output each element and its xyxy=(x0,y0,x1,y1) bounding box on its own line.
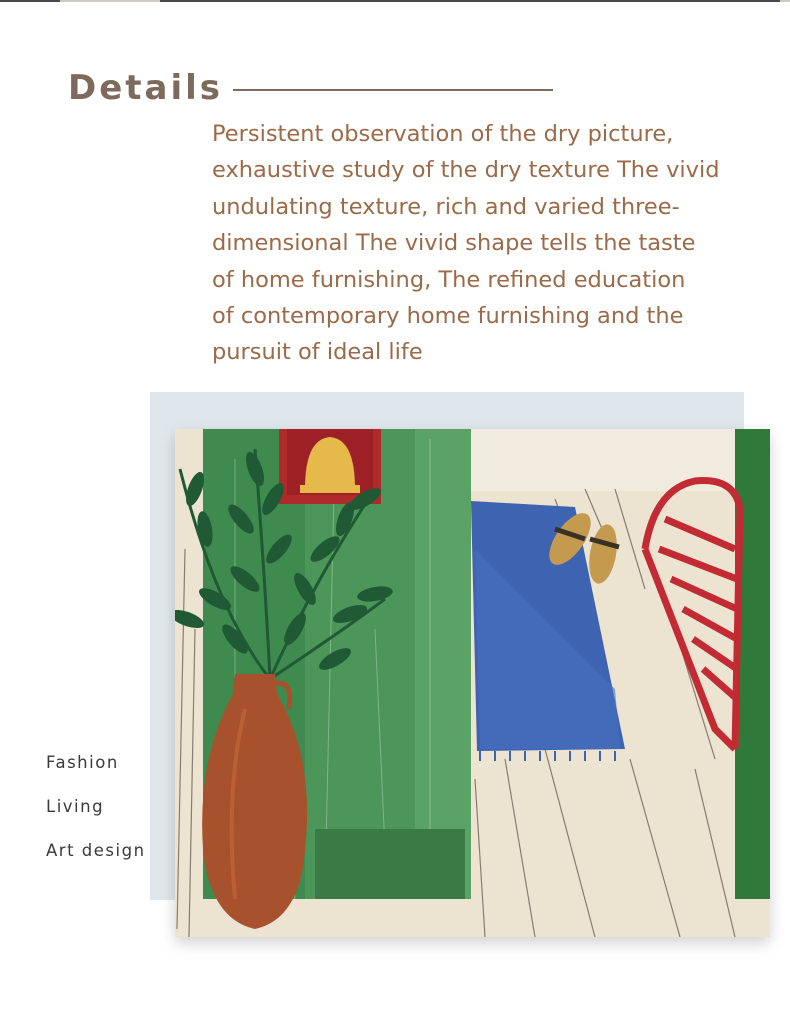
tag-living: Living xyxy=(46,797,105,816)
tag-list xyxy=(46,750,146,882)
description-line: pursuit of ideal life xyxy=(212,339,423,366)
section-header xyxy=(68,66,553,110)
tag-art-design: Art design xyxy=(46,841,146,860)
description-line: of home furnishing, The refined education xyxy=(212,266,686,293)
description-line: Persistent observation of the dry picture, xyxy=(212,121,674,147)
section-title: Details xyxy=(68,68,224,108)
tag-fashion: Fashion xyxy=(46,753,119,772)
description-line: undulating texture, rich and varied three- xyxy=(212,193,680,220)
description-line: exhaustive study of the dry texture The vivid xyxy=(212,157,720,184)
description-line: dimensional The vivid shape tells the taste xyxy=(212,230,696,257)
top-border-segment xyxy=(0,0,60,2)
title-divider xyxy=(233,89,553,91)
description-line: of contemporary home furnishing and the xyxy=(212,303,684,330)
painting-artwork xyxy=(175,429,770,937)
top-border xyxy=(0,0,790,2)
section-description xyxy=(212,116,752,371)
top-border-segment xyxy=(160,0,780,2)
